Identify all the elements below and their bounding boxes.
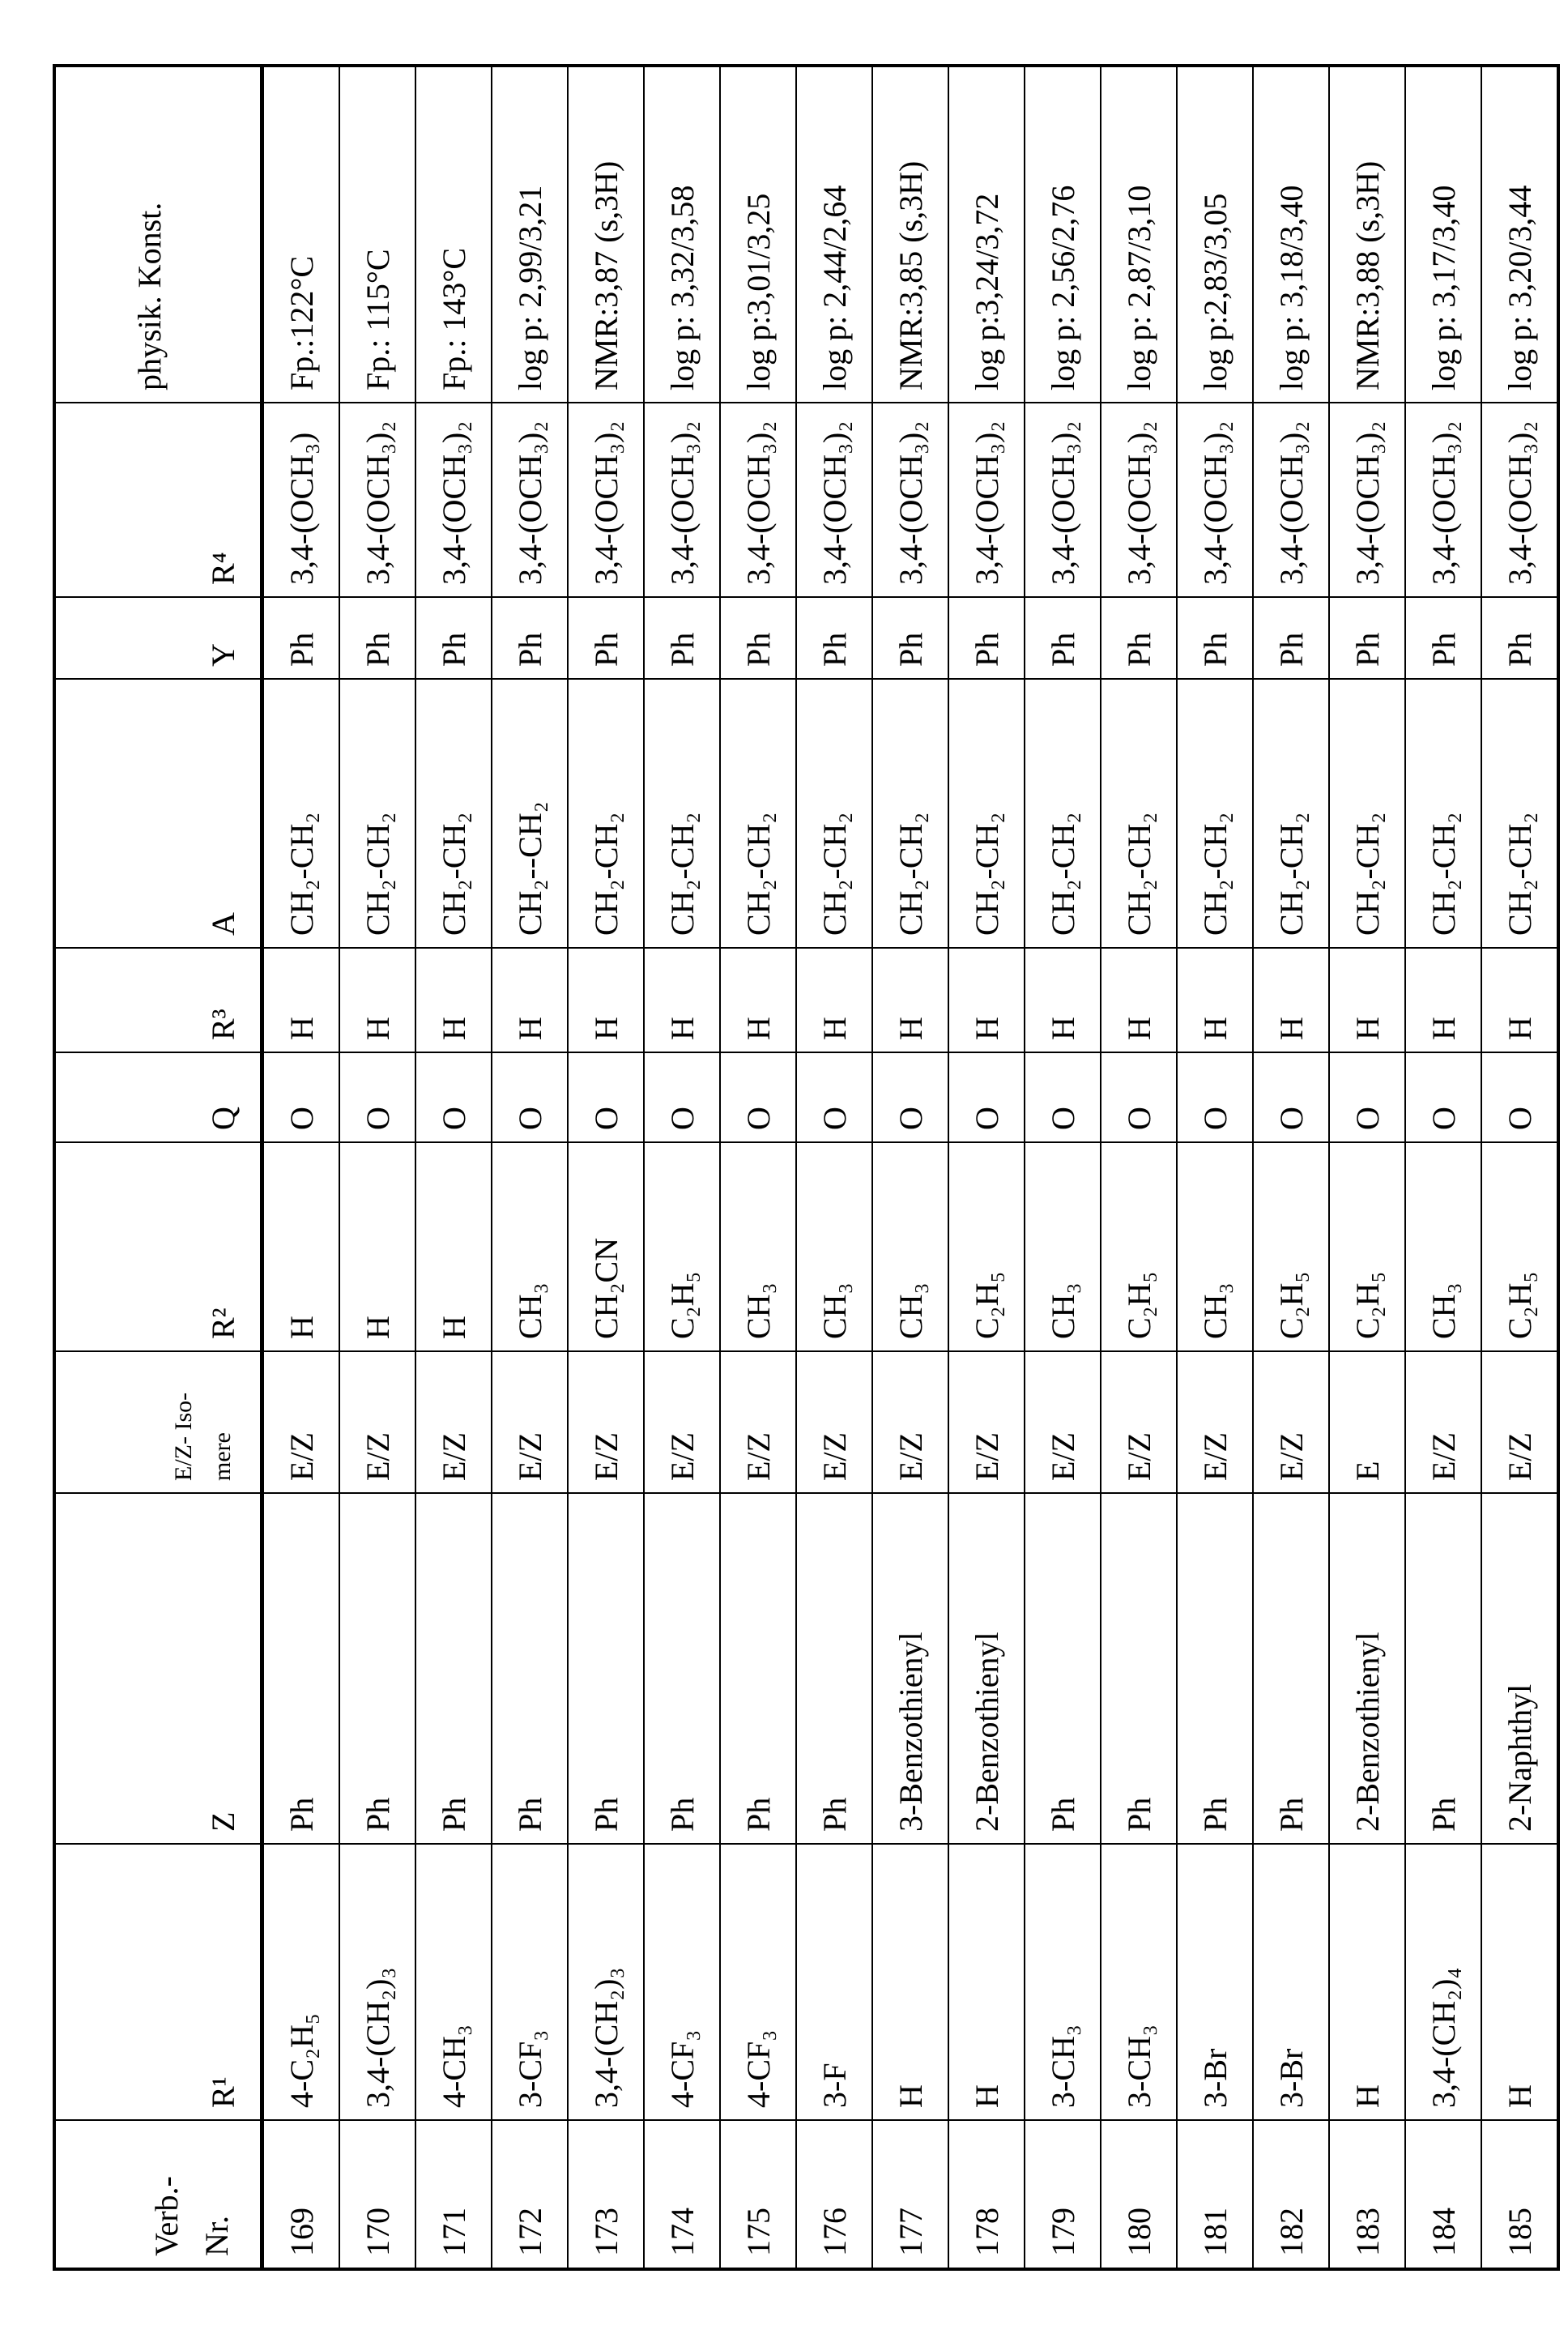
cell-y: Ph xyxy=(796,597,872,679)
cell-q: O xyxy=(1329,1052,1405,1142)
cell-z: Ph xyxy=(644,1493,720,1844)
cell-nr: 174 xyxy=(644,2120,720,2269)
table-row xyxy=(492,66,568,2269)
cell-r2: C₂H₅ xyxy=(1253,1142,1329,1351)
table-body xyxy=(262,66,1559,2269)
compound-table xyxy=(53,64,1560,2271)
cell-q: O xyxy=(1481,1052,1558,1142)
rotated-table-container xyxy=(53,67,1538,2271)
cell-y: Ph xyxy=(262,597,340,679)
cell-nr: 183 xyxy=(1329,2120,1405,2269)
cell-a: CH₂-CH₂ xyxy=(1481,679,1558,948)
cell-phys: NMR:3,87 (s,3H) xyxy=(568,66,644,403)
cell-a: CH₂-CH₂ xyxy=(644,679,720,948)
cell-r4: 3,4-(OCH₃)₂ xyxy=(339,403,415,597)
cell-r4: 3,4-(OCH₃)₂ xyxy=(568,403,644,597)
cell-q: O xyxy=(1177,1052,1253,1142)
header-z: Z xyxy=(54,1493,262,1844)
cell-r2: CH₃ xyxy=(872,1142,948,1351)
cell-z: Ph xyxy=(415,1493,492,1844)
cell-phys: log p: 2,99/3,21 xyxy=(492,66,568,403)
cell-r3: H xyxy=(1101,948,1177,1052)
cell-r2: CH₃ xyxy=(492,1142,568,1351)
cell-nr: 177 xyxy=(872,2120,948,2269)
cell-a: CH₂-CH₂ xyxy=(1405,679,1481,948)
table-row xyxy=(1177,66,1253,2269)
cell-phys: log p:3,24/3,72 xyxy=(948,66,1025,403)
table-row xyxy=(872,66,948,2269)
cell-r1: 3-CH₃ xyxy=(1025,1844,1101,2120)
cell-r2: H xyxy=(415,1142,492,1351)
cell-phys: log p: 3,18/3,40 xyxy=(1253,66,1329,403)
cell-nr: 175 xyxy=(720,2120,796,2269)
cell-y: Ph xyxy=(872,597,948,679)
cell-nr: 172 xyxy=(492,2120,568,2269)
table-row xyxy=(1101,66,1177,2269)
cell-y: Ph xyxy=(1405,597,1481,679)
cell-r1: 3-CH₃ xyxy=(1101,1844,1177,2120)
cell-a: CH₂-CH₂ xyxy=(1329,679,1405,948)
cell-ez: E/Z xyxy=(644,1351,720,1493)
cell-r1: 3-F xyxy=(796,1844,872,2120)
cell-z: Ph xyxy=(492,1493,568,1844)
cell-q: O xyxy=(1025,1052,1101,1142)
cell-r3: H xyxy=(872,948,948,1052)
cell-nr: 180 xyxy=(1101,2120,1177,2269)
cell-ez: E/Z xyxy=(872,1351,948,1493)
cell-r3: H xyxy=(262,948,340,1052)
cell-ez: E/Z xyxy=(339,1351,415,1493)
cell-r2: CH₂CN xyxy=(568,1142,644,1351)
cell-phys: log p: 3,20/3,44 xyxy=(1481,66,1558,403)
cell-phys: log p: 2,56/2,76 xyxy=(1025,66,1101,403)
cell-ez: E/Z xyxy=(1025,1351,1101,1493)
cell-nr: 170 xyxy=(339,2120,415,2269)
cell-nr: 181 xyxy=(1177,2120,1253,2269)
cell-r1: 3,4-(CH₂)₃ xyxy=(568,1844,644,2120)
cell-nr: 173 xyxy=(568,2120,644,2269)
header-row xyxy=(54,66,262,2269)
cell-phys: Fp.:122°C xyxy=(262,66,340,403)
cell-ez: E/Z xyxy=(262,1351,340,1493)
cell-a: CH₂-CH₂ xyxy=(1101,679,1177,948)
cell-r4: 3,4-(OCH₃)₂ xyxy=(1481,403,1558,597)
table-row xyxy=(415,66,492,2269)
cell-y: Ph xyxy=(720,597,796,679)
cell-q: O xyxy=(1101,1052,1177,1142)
cell-ez: E/Z xyxy=(1253,1351,1329,1493)
cell-phys: NMR:3,85 (s,3H) xyxy=(872,66,948,403)
cell-r4: 3,4-(OCH₃)₂ xyxy=(1405,403,1481,597)
cell-a: CH₂-CH₂ xyxy=(872,679,948,948)
cell-phys: log p: 3,17/3,40 xyxy=(1405,66,1481,403)
cell-r1: H xyxy=(948,1844,1025,2120)
cell-y: Ph xyxy=(415,597,492,679)
cell-phys: log p: 2,87/3,10 xyxy=(1101,66,1177,403)
cell-y: Ph xyxy=(1177,597,1253,679)
cell-q: O xyxy=(262,1052,340,1142)
cell-y: Ph xyxy=(339,597,415,679)
cell-r3: H xyxy=(339,948,415,1052)
header-r1: R¹ xyxy=(54,1844,262,2120)
table-row xyxy=(1405,66,1481,2269)
cell-z: Ph xyxy=(1253,1493,1329,1844)
cell-ez: E/Z xyxy=(568,1351,644,1493)
cell-phys: log p: 3,32/3,58 xyxy=(644,66,720,403)
cell-z: Ph xyxy=(1101,1493,1177,1844)
cell-z: Ph xyxy=(339,1493,415,1844)
cell-a: CH₂-CH₂ xyxy=(948,679,1025,948)
cell-r4: 3,4-(OCH₃)₂ xyxy=(492,403,568,597)
cell-y: Ph xyxy=(644,597,720,679)
cell-nr: 182 xyxy=(1253,2120,1329,2269)
cell-r1: H xyxy=(1329,1844,1405,2120)
cell-a: CH₂-CH₂ xyxy=(415,679,492,948)
cell-r3: H xyxy=(1405,948,1481,1052)
cell-r3: H xyxy=(568,948,644,1052)
cell-r4: 3,4-(OCH₃)₂ xyxy=(948,403,1025,597)
table-row xyxy=(339,66,415,2269)
cell-q: O xyxy=(1253,1052,1329,1142)
cell-r4: 3,4-(OCH₃)₂ xyxy=(415,403,492,597)
cell-r3: H xyxy=(492,948,568,1052)
cell-q: O xyxy=(339,1052,415,1142)
cell-r1: 4-C₂H₅ xyxy=(262,1844,340,2120)
cell-nr: 169 xyxy=(262,2120,340,2269)
cell-q: O xyxy=(415,1052,492,1142)
cell-r1: 4-CF₃ xyxy=(720,1844,796,2120)
cell-z: 2-Naphthyl xyxy=(1481,1493,1558,1844)
cell-ez: E/Z xyxy=(1481,1351,1558,1493)
table-row xyxy=(262,66,340,2269)
cell-phys: log p: 2,44/2,64 xyxy=(796,66,872,403)
cell-z: Ph xyxy=(262,1493,340,1844)
cell-z: 2-Benzothienyl xyxy=(948,1493,1025,1844)
cell-r4: 3,4-(OCH₃)₂ xyxy=(1025,403,1101,597)
header-verb-nr: Verb.- Nr. xyxy=(54,2120,262,2269)
cell-r4: 3,4-(OCH₃)₂ xyxy=(872,403,948,597)
cell-r2: CH₃ xyxy=(1177,1142,1253,1351)
cell-r4: 3,4-(OCH₃)₂ xyxy=(644,403,720,597)
cell-q: O xyxy=(1405,1052,1481,1142)
cell-ez: E/Z xyxy=(1405,1351,1481,1493)
header-y: Y xyxy=(54,597,262,679)
cell-a: CH₂-CH₂ xyxy=(796,679,872,948)
cell-r4: 3,4-(OCH₃) xyxy=(262,403,340,597)
cell-a: CH₂-CH₂ xyxy=(262,679,340,948)
cell-z: Ph xyxy=(1025,1493,1101,1844)
cell-r3: H xyxy=(948,948,1025,1052)
header-r2: R² xyxy=(54,1142,262,1351)
table-row xyxy=(1481,66,1558,2269)
cell-z: Ph xyxy=(720,1493,796,1844)
cell-r3: H xyxy=(720,948,796,1052)
cell-r4: 3,4-(OCH₃)₂ xyxy=(796,403,872,597)
cell-z: Ph xyxy=(1405,1493,1481,1844)
cell-y: Ph xyxy=(1481,597,1558,679)
cell-phys: log p:3,01/3,25 xyxy=(720,66,796,403)
cell-nr: 171 xyxy=(415,2120,492,2269)
cell-a: CH₂--CH₂ xyxy=(492,679,568,948)
cell-r3: H xyxy=(1253,948,1329,1052)
cell-nr: 178 xyxy=(948,2120,1025,2269)
cell-r4: 3,4-(OCH₃)₂ xyxy=(720,403,796,597)
cell-r1: 3-Br xyxy=(1177,1844,1253,2120)
cell-ez: E/Z xyxy=(415,1351,492,1493)
cell-q: O xyxy=(720,1052,796,1142)
cell-r2: CH₃ xyxy=(1025,1142,1101,1351)
cell-r2: H xyxy=(339,1142,415,1351)
table-row xyxy=(568,66,644,2269)
cell-nr: 185 xyxy=(1481,2120,1558,2269)
cell-r1: 4-CH₃ xyxy=(415,1844,492,2120)
cell-a: CH₂-CH₂ xyxy=(339,679,415,948)
cell-a: CH₂-CH₂ xyxy=(1253,679,1329,948)
table-row xyxy=(796,66,872,2269)
cell-r3: H xyxy=(1177,948,1253,1052)
table-row xyxy=(1329,66,1405,2269)
cell-r3: H xyxy=(1481,948,1558,1052)
cell-z: Ph xyxy=(568,1493,644,1844)
cell-q: O xyxy=(872,1052,948,1142)
cell-r2: CH₃ xyxy=(796,1142,872,1351)
cell-y: Ph xyxy=(1101,597,1177,679)
cell-z: 3-Benzothienyl xyxy=(872,1493,948,1844)
cell-phys: Fp.: 115°C xyxy=(339,66,415,403)
cell-r2: CH₃ xyxy=(1405,1142,1481,1351)
cell-q: O xyxy=(568,1052,644,1142)
cell-r2: C₂H₅ xyxy=(1481,1142,1558,1351)
cell-ez: E/Z xyxy=(948,1351,1025,1493)
cell-phys: NMR:3,88 (s,3H) xyxy=(1329,66,1405,403)
cell-r1: 3-Br xyxy=(1253,1844,1329,2120)
cell-q: O xyxy=(492,1052,568,1142)
table-row xyxy=(720,66,796,2269)
header-ez-isomere: E/Z- Iso- mere xyxy=(54,1351,262,1493)
cell-r2: C₂H₅ xyxy=(948,1142,1025,1351)
cell-r4: 3,4-(OCH₃)₂ xyxy=(1253,403,1329,597)
cell-r2: C₂H₅ xyxy=(1101,1142,1177,1351)
cell-r4: 3,4-(OCH₃)₂ xyxy=(1177,403,1253,597)
cell-ez: E/Z xyxy=(492,1351,568,1493)
cell-r1: 3-CF₃ xyxy=(492,1844,568,2120)
cell-y: Ph xyxy=(948,597,1025,679)
cell-phys: Fp.: 143°C xyxy=(415,66,492,403)
cell-q: O xyxy=(948,1052,1025,1142)
cell-z: 2-Benzothienyl xyxy=(1329,1493,1405,1844)
cell-r2: H xyxy=(262,1142,340,1351)
cell-r3: H xyxy=(1025,948,1101,1052)
cell-r1: H xyxy=(872,1844,948,2120)
cell-r2: CH₃ xyxy=(720,1142,796,1351)
cell-r1: 3,4-(CH₂)₄ xyxy=(1405,1844,1481,2120)
cell-a: CH₂-CH₂ xyxy=(568,679,644,948)
cell-r1: 3,4-(CH₂)₃ xyxy=(339,1844,415,2120)
cell-ez: E/Z xyxy=(796,1351,872,1493)
cell-r2: C₂H₅ xyxy=(1329,1142,1405,1351)
header-a: A xyxy=(54,679,262,948)
cell-q: O xyxy=(796,1052,872,1142)
cell-q: O xyxy=(644,1052,720,1142)
cell-y: Ph xyxy=(568,597,644,679)
cell-a: CH₂-CH₂ xyxy=(1177,679,1253,948)
cell-ez: E xyxy=(1329,1351,1405,1493)
header-physik-konst: physik. Konst. xyxy=(54,66,262,403)
header-r4: R⁴ xyxy=(54,403,262,597)
cell-a: CH₂-CH₂ xyxy=(720,679,796,948)
cell-r3: H xyxy=(415,948,492,1052)
cell-r4: 3,4-(OCH₃)₂ xyxy=(1101,403,1177,597)
header-q: Q xyxy=(54,1052,262,1142)
cell-z: Ph xyxy=(796,1493,872,1844)
cell-y: Ph xyxy=(1025,597,1101,679)
cell-r3: H xyxy=(644,948,720,1052)
cell-r3: H xyxy=(1329,948,1405,1052)
cell-nr: 184 xyxy=(1405,2120,1481,2269)
table-row xyxy=(948,66,1025,2269)
cell-phys: log p:2,83/3,05 xyxy=(1177,66,1253,403)
cell-ez: E/Z xyxy=(720,1351,796,1493)
cell-ez: E/Z xyxy=(1177,1351,1253,1493)
cell-z: Ph xyxy=(1177,1493,1253,1844)
cell-r4: 3,4-(OCH₃)₂ xyxy=(1329,403,1405,597)
cell-ez: E/Z xyxy=(1101,1351,1177,1493)
cell-r1: 4-CF₃ xyxy=(644,1844,720,2120)
table-row xyxy=(644,66,720,2269)
cell-nr: 179 xyxy=(1025,2120,1101,2269)
table-row xyxy=(1025,66,1101,2269)
cell-nr: 176 xyxy=(796,2120,872,2269)
cell-r1: H xyxy=(1481,1844,1558,2120)
header-r3: R³ xyxy=(54,948,262,1052)
cell-y: Ph xyxy=(492,597,568,679)
table-row xyxy=(1253,66,1329,2269)
cell-y: Ph xyxy=(1329,597,1405,679)
cell-a: CH₂-CH₂ xyxy=(1025,679,1101,948)
cell-r2: C₂H₅ xyxy=(644,1142,720,1351)
cell-r3: H xyxy=(796,948,872,1052)
cell-y: Ph xyxy=(1253,597,1329,679)
